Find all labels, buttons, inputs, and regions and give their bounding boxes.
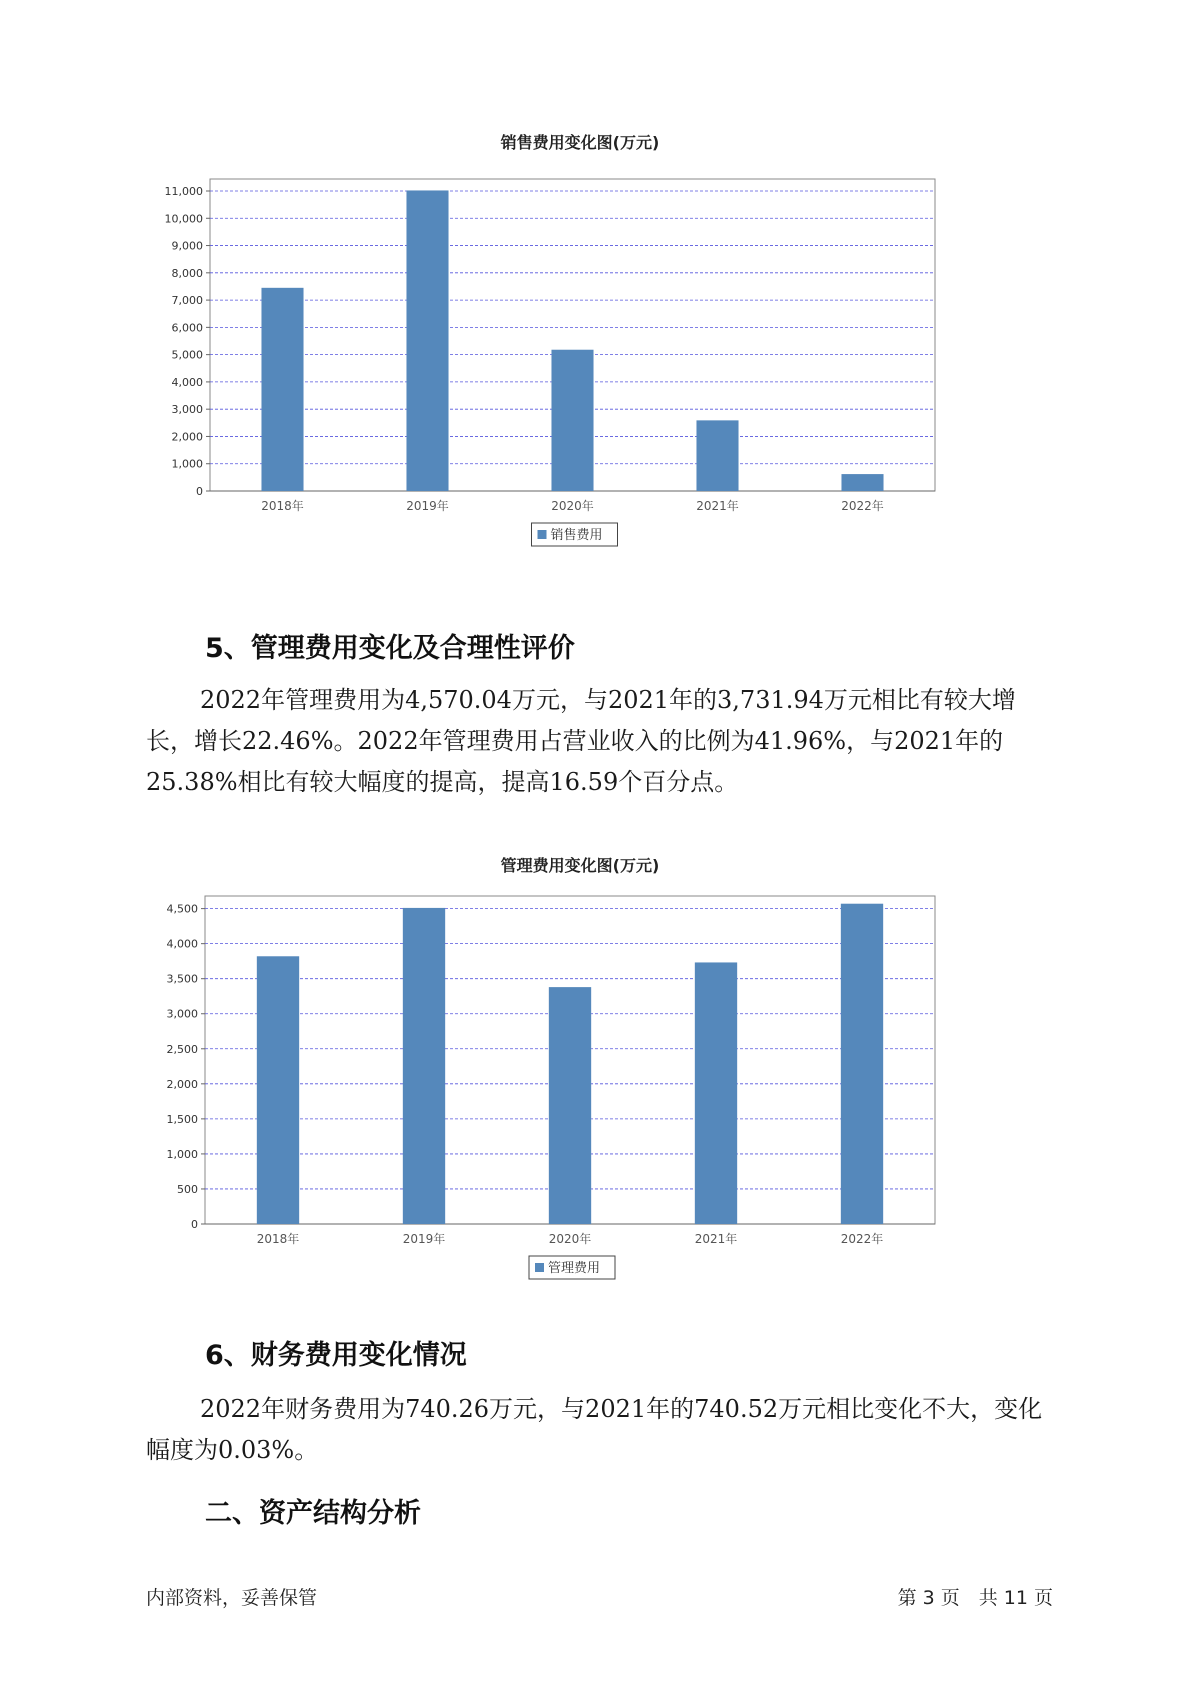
x-tick-label: 2022年 [840,1232,884,1246]
bar [841,904,883,1224]
y-tick-label: 4,500 [166,902,198,916]
legend-swatch [535,1263,544,1272]
y-tick-label: 11,000 [164,185,203,198]
chart-title: 销售费用变化图(万元) [500,133,660,152]
y-tick-label: 3,000 [166,1007,198,1021]
legend-label: 管理费用 [548,1261,601,1276]
admin-expense-chart [150,853,1010,1320]
bar [261,288,303,491]
y-tick-label: 4,000 [166,937,198,951]
y-tick-label: 3,500 [166,972,198,986]
sales-expense-chart-svg [150,153,1010,573]
x-tick-label: 2019年 [402,1232,446,1246]
y-tick-label: 0 [196,485,203,498]
section-heading-finance-expense: 6、财务费用变化情况 [205,1340,467,1371]
bar [695,962,737,1224]
section-heading-admin-expense: 5、管理费用变化及合理性评价 [205,633,575,664]
sales-expense-chart [150,130,1010,577]
bar [403,908,445,1224]
y-tick-label: 6,000 [171,321,203,335]
x-tick-label: 2018年 [256,1232,300,1246]
y-tick-label: 4,000 [171,375,203,389]
finance-expense-paragraph: 2022年财务费用为740.26万元，与2021年的740.52万元相比变化不大，变化幅度为0.03%。 [146,1395,1043,1464]
y-tick-label: 8,000 [171,266,203,280]
bar [696,420,738,491]
x-tick-label: 2021年 [696,499,739,513]
y-tick-label: 2,500 [166,1042,198,1056]
y-tick-label: 7,000 [171,294,203,308]
bar [406,190,448,491]
x-tick-label: 2020年 [548,1232,592,1246]
y-tick-label: 3,000 [171,403,203,417]
chart-title: 管理费用变化图(万元) [500,856,660,875]
footer-page-number: 第 3 页 共 11 页 [897,1587,1053,1609]
admin-expense-chart-svg [150,876,1010,1316]
y-tick-label: 500 [177,1182,198,1196]
legend-swatch [538,530,547,539]
footer-confidential: 内部资料，妥善保管 [146,1587,318,1609]
admin-expense-paragraph: 2022年管理费用为4,570.04万元，与2021年的3,731.94万元相比有较大增长，增长22.46%。2022年管理费用占营业收入的比例为41.96%，与2021年的25.38%相比有较大幅度的提高，提高16.59个百分点。 [146,686,1016,796]
y-tick-label: 0 [191,1218,198,1231]
x-tick-label: 2020年 [551,499,594,513]
x-tick-label: 2018年 [261,499,304,513]
x-tick-label: 2022年 [841,499,884,513]
y-tick-label: 1,000 [166,1147,198,1161]
y-tick-label: 1,000 [171,457,203,471]
y-tick-label: 10,000 [164,212,203,226]
bar [551,350,593,491]
section-heading-asset-structure: 二、资产结构分析 [205,1498,421,1529]
bar [841,474,883,491]
legend-label: 销售费用 [550,528,603,543]
y-tick-label: 2,000 [171,430,203,444]
bar [257,956,299,1224]
y-tick-label: 9,000 [171,239,203,253]
x-tick-label: 2021年 [694,1232,738,1246]
y-tick-label: 2,000 [166,1077,198,1091]
x-tick-label: 2019年 [406,499,449,513]
y-tick-label: 5,000 [171,348,203,362]
y-tick-label: 1,500 [166,1112,198,1126]
bar [549,987,591,1224]
